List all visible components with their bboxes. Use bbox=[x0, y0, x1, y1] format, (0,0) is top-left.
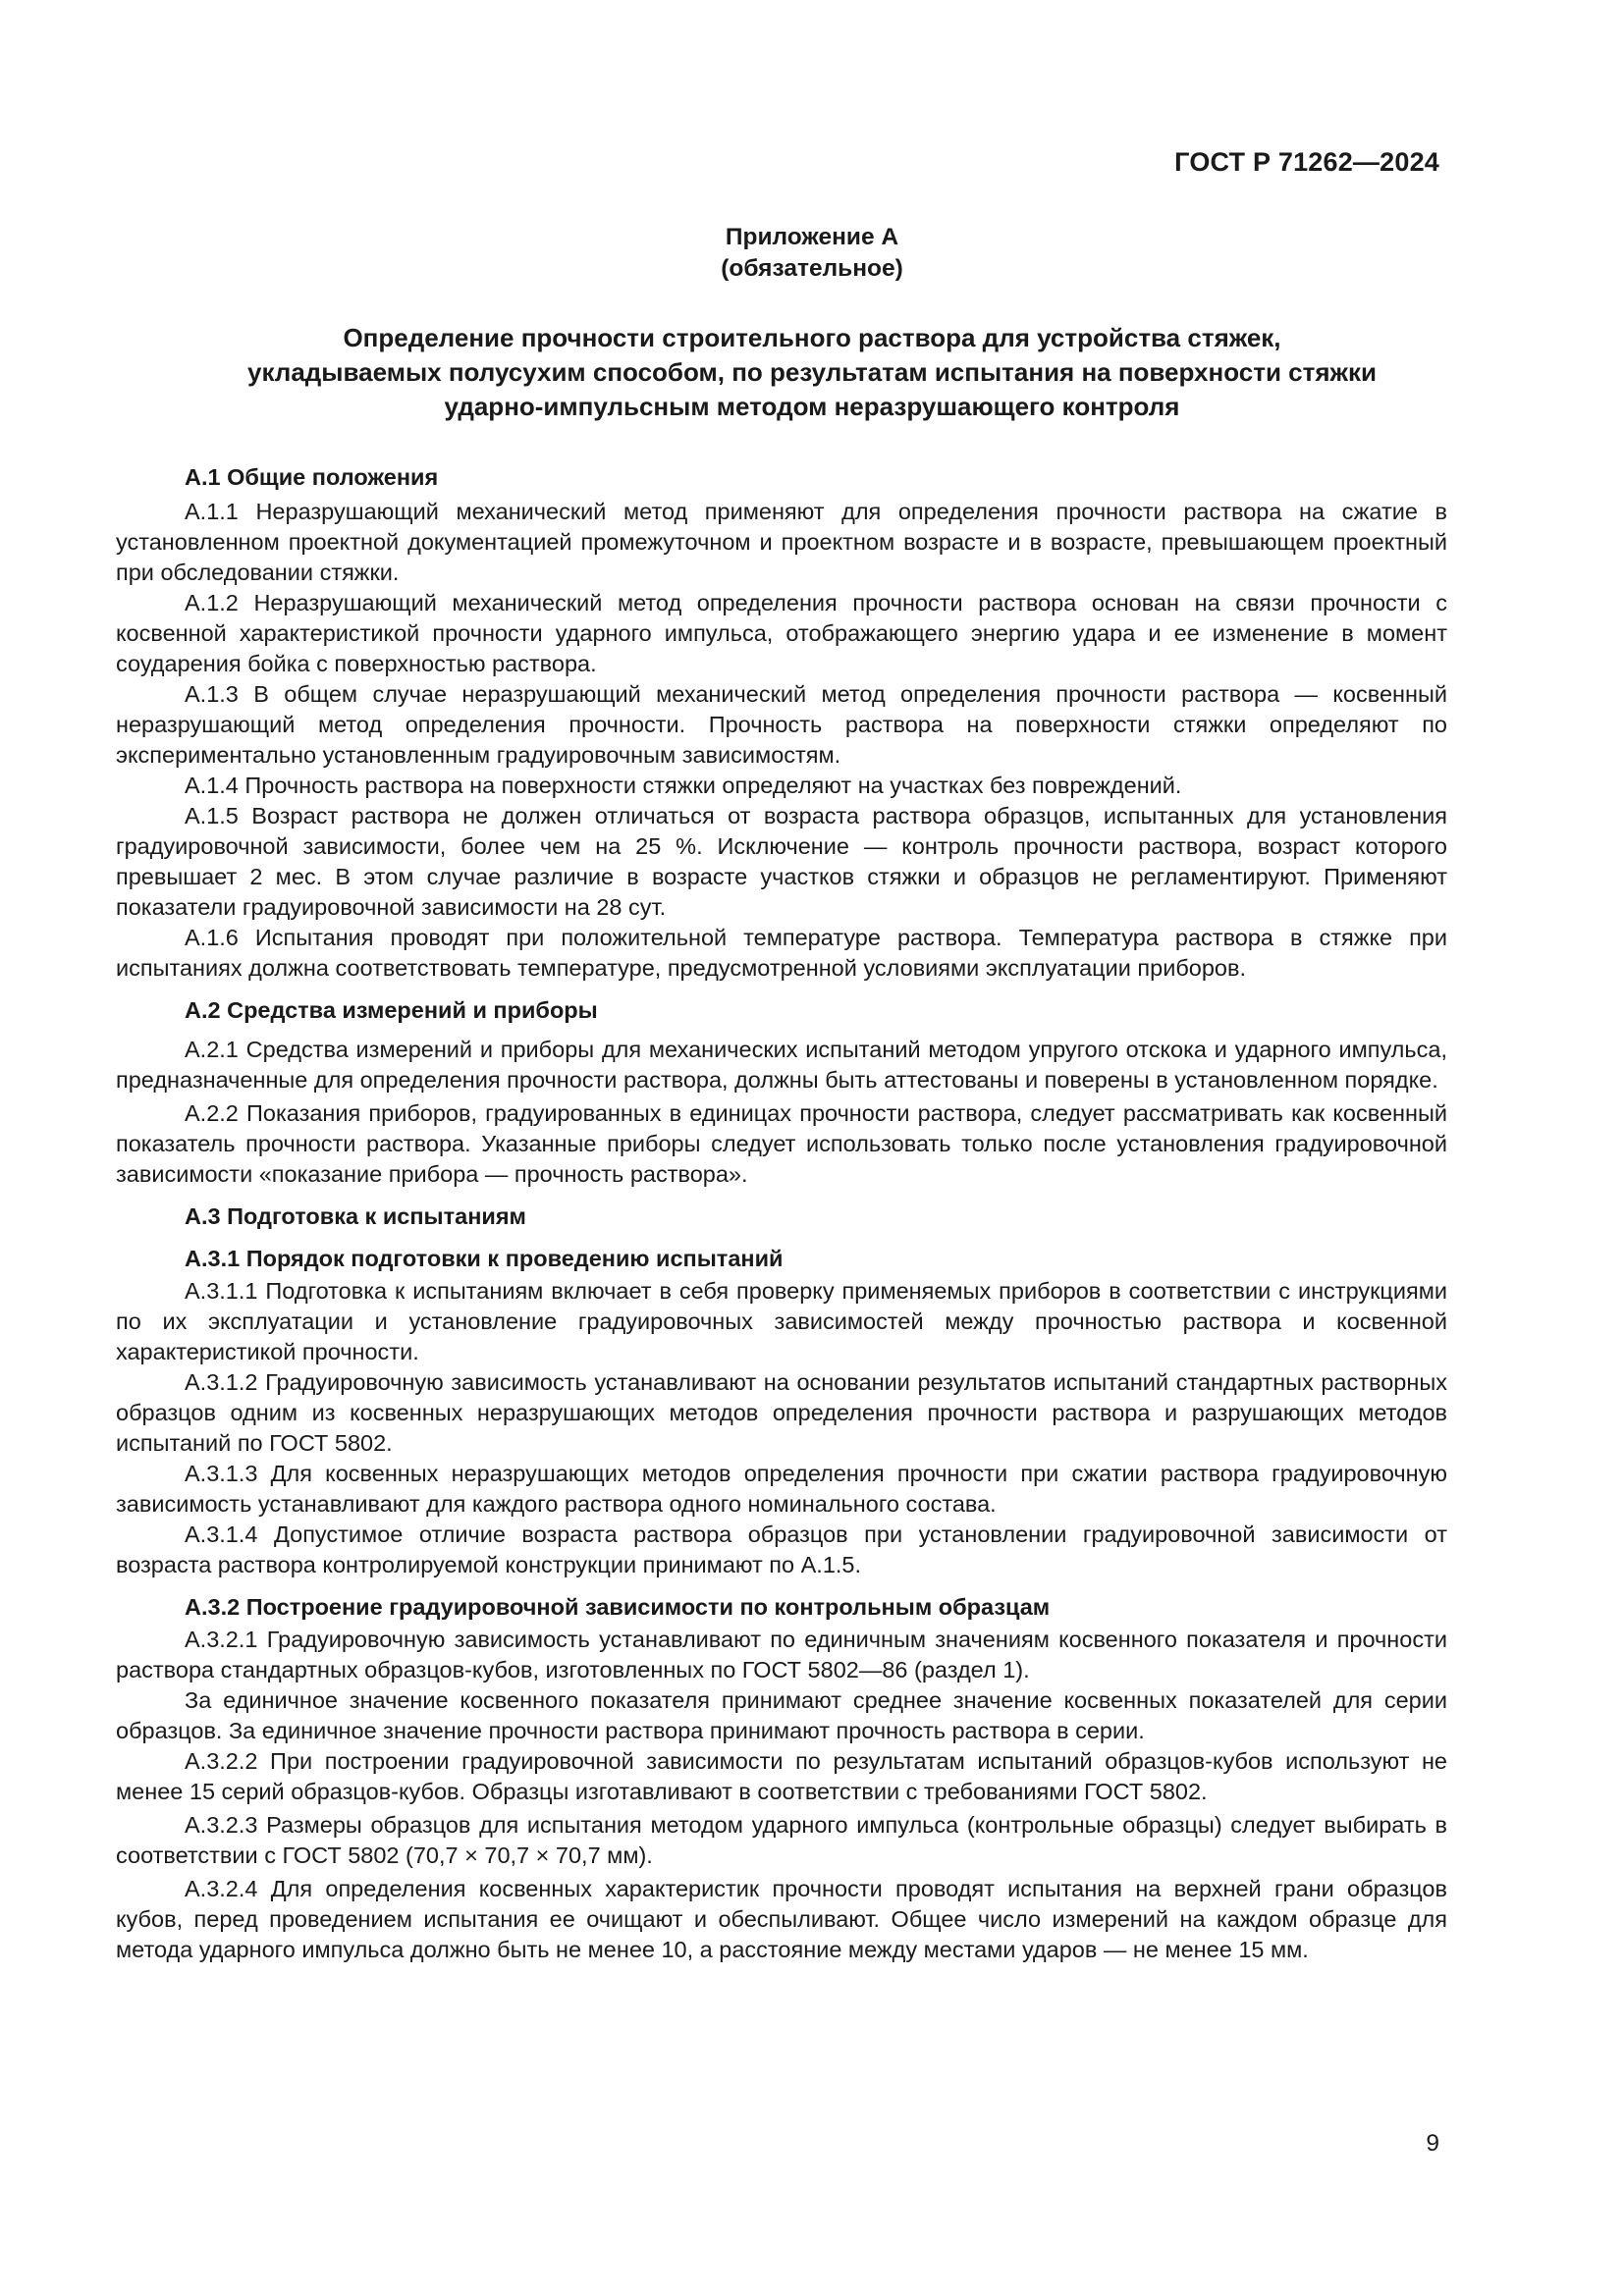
paragraph-a32-2: А.3.2.2 При построении градуировочной зависимости по результатам испытаний образцов-кубов используют не менее 15 серий образцов-кубов. Образцы изготавливают в соответствии с требованиями ГОСТ 5802. bbox=[116, 1748, 1447, 1804]
paragraph-a2-2: А.2.2 Показания приборов, градуированных в единицах прочности раствора, следует рассматривать как косвенный показатель прочности раствора. Указанные приборы следует использовать только после установления градуировочной зависимости «показание прибора — прочность раствора». bbox=[116, 1100, 1447, 1187]
paragraph-a32-1b: За единичное значение косвенного показателя принимают среднее значение косвенных показателей для серии образцов. За единичное значение прочности раствора принимают прочность раствора в серии. bbox=[116, 1687, 1447, 1743]
paragraph-a1-2: А.1.2 Неразрушающий механический метод определения прочности раствора основан на связи прочности с косвенной характеристикой прочности ударного импульса, отображающего энергию удара и ее изменение в момент соударения бойка с поверхностью раствора. bbox=[116, 590, 1447, 676]
paragraph-a31-1: А.3.1.1 Подготовка к испытаниям включает в себя проверку применяемых приборов в соответствии с инструкциями по их эксплуатации и установление градуировочных зависимостей между прочностью раствора и косвенной характеристикой прочности. bbox=[116, 1278, 1447, 1364]
title-line-3: ударно-импульсным методом неразрушающего контроля bbox=[444, 392, 1180, 421]
subsection-heading-a31: А.3.1 Порядок подготовки к проведению испытаний bbox=[185, 1246, 784, 1271]
paragraph-a31-4: А.3.1.4 Допустимое отличие возраста раствора образцов при установлении градуировочной зависимости от возраста раствора контролируемой конструкции принимают по А.1.5. bbox=[116, 1522, 1447, 1577]
section-heading-a3: А.3 Подготовка к испытаниям bbox=[185, 1203, 526, 1229]
appendix-status: (обязательное) bbox=[721, 255, 903, 282]
subsection-heading-a32: А.3.2 Построение градуировочной зависимости по контрольным образцам bbox=[185, 1594, 1051, 1620]
document-body bbox=[116, 462, 1447, 1965]
paragraph-a1-6: А.1.6 Испытания проводят при положительной температуре раствора. Температура раствора в стяжке при испытаниях должна соответствовать температуре, предусмотренной условиями эксплуатации приборов. bbox=[116, 925, 1447, 981]
section-heading-a1: А.1 Общие положения bbox=[185, 464, 439, 490]
paragraph-a32-4: А.3.2.4 Для определения косвенных характеристик прочности проводят испытания на верхней грани образцов кубов, перед проведением испытания ее очищают и обеспыливают. Общее число измерений на каждом образце для метода ударного импульса должно быть не менее 10, а расстояние между местами ударов — не менее 15 мм. bbox=[116, 1876, 1447, 1962]
paragraph-a2-1: А.2.1 Средства измерений и приборы для механических испытаний методом упругого отскока и ударного импульса, предназначенные для определения прочности раствора, должны быть аттестованы и поверены в установленном порядке. bbox=[116, 1037, 1447, 1093]
paragraph-a1-1: А.1.1 Неразрушающий механический метод применяют для определения прочности раствора на сжатие в установленном проектной документацией промежуточном и проектном возрасте и в возрасте, превышающем проектный при обследовании стяжки. bbox=[116, 499, 1447, 585]
paragraph-a1-5: А.1.5 Возраст раствора не должен отличаться от возраста раствора образцов, испытанных для установления градуировочной зависимости, более чем на 25 %. Исключение — контроль прочности раствора, возраст которого превышает 2 мес. В этом случае различие в возрасте участков стяжки и образцов не регламентируют. Применяют показатели градуировочной зависимости на 28 сут. bbox=[116, 803, 1447, 920]
paragraph-a1-3: А.1.3 В общем случае неразрушающий механический метод определения прочности раствора — косвенный неразрушающий метод определения прочности. Прочность раствора на поверхности стяжки определяют по экспериментально установленным градуировочным зависимостям. bbox=[116, 681, 1447, 768]
appendix-label: Приложение А bbox=[725, 224, 899, 250]
paragraph-a32-3: А.3.2.3 Размеры образцов для испытания методом ударного импульса (контрольные образцы) следует выбирать в соответствии с ГОСТ 5802 (70,7 × 70,7 × 70,7 мм). bbox=[116, 1812, 1447, 1868]
paragraph-a1-4: А.1.4 Прочность раствора на поверхности стяжки определяют на участках без повреждений. bbox=[185, 773, 1182, 798]
appendix-title bbox=[147, 321, 1477, 424]
document-code: ГОСТ Р 71262—2024 bbox=[1174, 147, 1439, 177]
page-number: 9 bbox=[1426, 2130, 1439, 2157]
title-line-2: укладываемых полусухим способом, по результатам испытания на поверхности стяжки bbox=[247, 357, 1377, 387]
appendix-heading bbox=[0, 222, 1624, 285]
title-line-1: Определение прочности строительного раствора для устройства стяжек, bbox=[343, 323, 1281, 352]
paragraph-a31-3: А.3.1.3 Для косвенных неразрушающих методов определения прочности при сжатии раствора градуировочную зависимость устанавливают для каждого раствора одного номинального состава. bbox=[116, 1461, 1447, 1517]
paragraph-a32-1: А.3.2.1 Градуировочную зависимость устанавливают по единичным значениям косвенного показателя и прочности раствора стандартных образцов-кубов, изготовленных по ГОСТ 5802—86 (раздел 1). bbox=[116, 1627, 1447, 1682]
section-heading-a2: А.2 Средства измерений и приборы bbox=[185, 997, 598, 1023]
paragraph-a31-2: А.3.1.2 Градуировочную зависимость устанавливают на основании результатов испытаний стандартных растворных образцов одним из косвенных неразрушающих методов определения прочности раствора и разрушающих методов испытаний по ГОСТ 5802. bbox=[116, 1369, 1447, 1456]
